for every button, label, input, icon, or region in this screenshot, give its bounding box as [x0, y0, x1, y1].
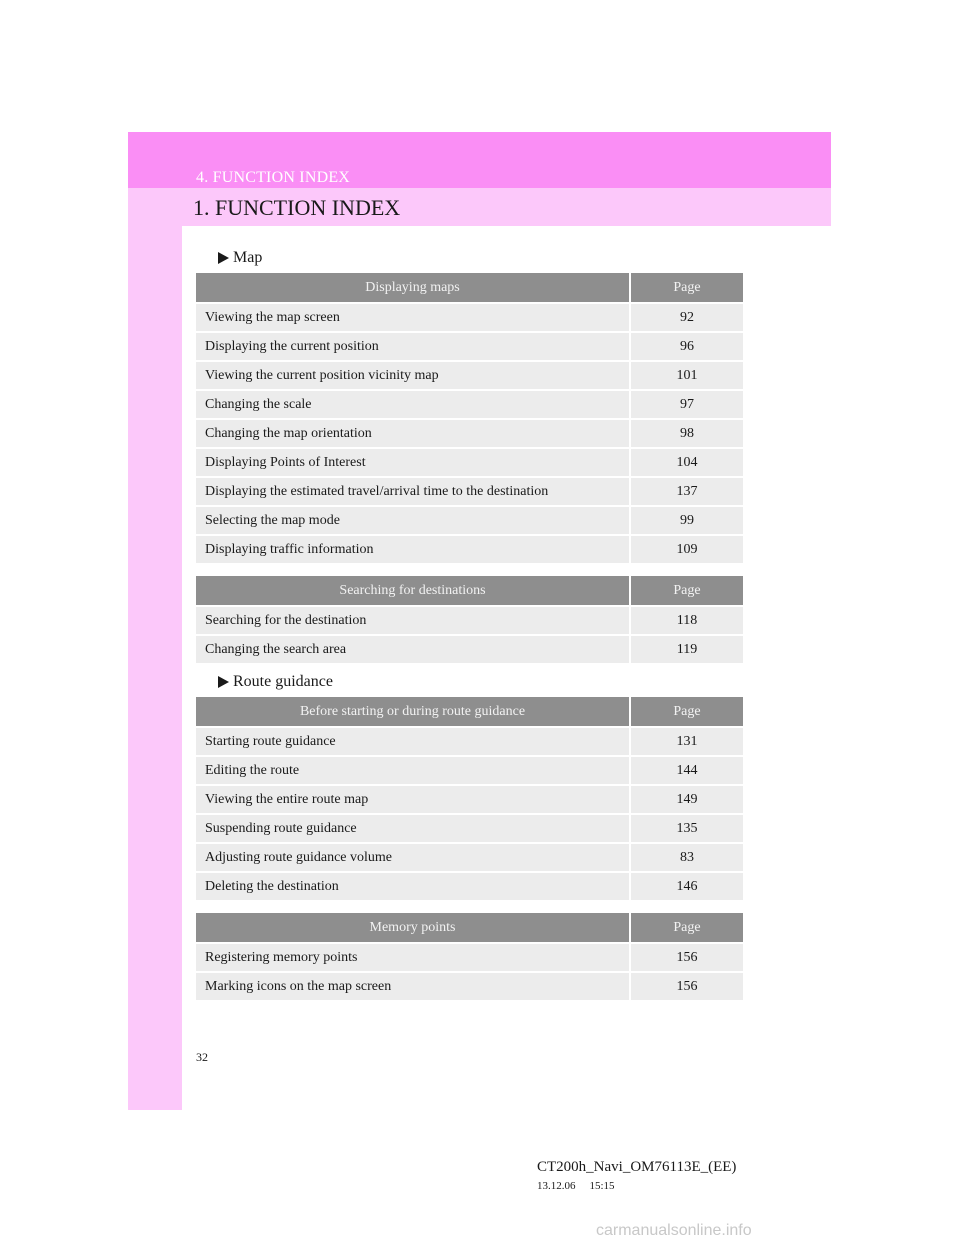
- table-row: [196, 303, 743, 332]
- table-row: [196, 727, 743, 756]
- section-label: 4. FUNCTION INDEX: [196, 169, 351, 186]
- index-page-ref: 146: [630, 872, 743, 900]
- index-page-ref: 104: [630, 448, 743, 477]
- subhead-route-label: Route guidance: [233, 673, 333, 690]
- index-topic: Deleting the destination: [196, 872, 630, 900]
- subhead-map: [218, 249, 262, 267]
- table-row: [196, 606, 743, 635]
- table-displaying-maps: [196, 273, 743, 563]
- index-page-ref: 97: [630, 390, 743, 419]
- index-page-ref: 131: [630, 727, 743, 756]
- table-row: [196, 390, 743, 419]
- index-topic: Registering memory points: [196, 943, 630, 972]
- page-title: 1. FUNCTION INDEX: [193, 195, 401, 220]
- document-timestamp: [537, 1180, 615, 1192]
- index-page-ref: 109: [630, 535, 743, 563]
- table-header-page: Page: [630, 273, 743, 303]
- page-number: 32: [196, 1050, 208, 1064]
- index-topic: Searching for the destination: [196, 606, 630, 635]
- index-topic: Displaying traffic information: [196, 535, 630, 563]
- table-row: [196, 419, 743, 448]
- index-topic: Displaying the current position: [196, 332, 630, 361]
- table-memory-points: [196, 913, 743, 1000]
- subhead-map-label: Map: [233, 249, 263, 266]
- table-row: [196, 814, 743, 843]
- table-row: [196, 943, 743, 972]
- table-row: [196, 506, 743, 535]
- left-margin-strip: [128, 132, 182, 1110]
- document-code: CT200h_Navi_OM76113E_(EE): [537, 1159, 737, 1175]
- index-page-ref: 96: [630, 332, 743, 361]
- index-page-ref: 92: [630, 303, 743, 332]
- triangle-arrow-icon: [218, 252, 229, 264]
- index-topic: Adjusting route guidance volume: [196, 843, 630, 872]
- index-topic: Editing the route: [196, 756, 630, 785]
- table-header-topic: Displaying maps: [196, 273, 630, 303]
- index-page-ref: 156: [630, 972, 743, 1000]
- index-topic: Displaying the estimated travel/arrival time to the destination: [196, 477, 630, 506]
- index-page-ref: 144: [630, 756, 743, 785]
- index-page-ref: 83: [630, 843, 743, 872]
- table-header-page: Page: [630, 697, 743, 727]
- index-topic: Starting route guidance: [196, 727, 630, 756]
- index-page-ref: 118: [630, 606, 743, 635]
- table-row: [196, 756, 743, 785]
- table-header-page: Page: [630, 913, 743, 943]
- table-row: [196, 448, 743, 477]
- index-page-ref: 101: [630, 361, 743, 390]
- table-row: [196, 972, 743, 1000]
- triangle-arrow-icon: [218, 676, 229, 688]
- index-topic: Marking icons on the map screen: [196, 972, 630, 1000]
- index-page-ref: 156: [630, 943, 743, 972]
- table-header-page: Page: [630, 576, 743, 606]
- table-row: [196, 872, 743, 900]
- index-topic: Viewing the entire route map: [196, 785, 630, 814]
- index-page-ref: 137: [630, 477, 743, 506]
- table-row: [196, 361, 743, 390]
- index-page-ref: 99: [630, 506, 743, 535]
- subhead-route-guidance: [218, 673, 333, 691]
- index-topic: Changing the search area: [196, 635, 630, 663]
- index-page-ref: 135: [630, 814, 743, 843]
- table-row: [196, 332, 743, 361]
- index-topic: Changing the scale: [196, 390, 630, 419]
- watermark: carmanualsonline.info: [596, 1222, 752, 1239]
- document-date: 13.12.06: [537, 1180, 576, 1192]
- table-row: [196, 785, 743, 814]
- table-row: [196, 535, 743, 563]
- index-topic: Selecting the map mode: [196, 506, 630, 535]
- document-time: 15:15: [589, 1180, 615, 1192]
- index-page-ref: 119: [630, 635, 743, 663]
- table-row: [196, 477, 743, 506]
- table-route-guidance: [196, 697, 743, 900]
- index-topic: Changing the map orientation: [196, 419, 630, 448]
- index-page-ref: 149: [630, 785, 743, 814]
- index-topic: Displaying Points of Interest: [196, 448, 630, 477]
- index-topic: Suspending route guidance: [196, 814, 630, 843]
- table-row: [196, 635, 743, 663]
- table-row: [196, 843, 743, 872]
- table-header-topic: Searching for destinations: [196, 576, 630, 606]
- index-page-ref: 98: [630, 419, 743, 448]
- table-header-topic: Before starting or during route guidance: [196, 697, 630, 727]
- index-topic: Viewing the map screen: [196, 303, 630, 332]
- table-header-topic: Memory points: [196, 913, 630, 943]
- index-topic: Viewing the current position vicinity map: [196, 361, 630, 390]
- table-searching-destinations: [196, 576, 743, 663]
